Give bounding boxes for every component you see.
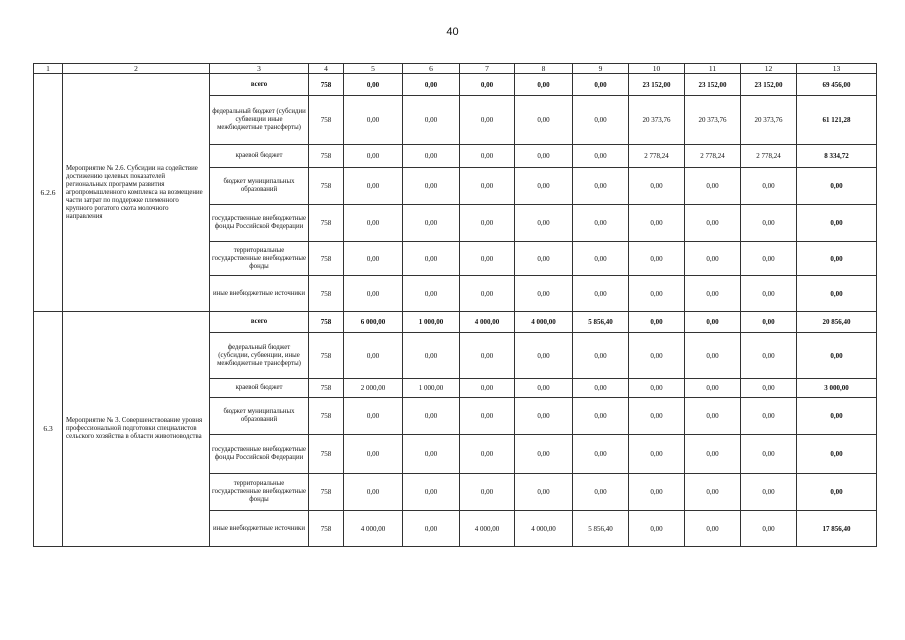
column-header: 1 — [34, 64, 63, 74]
grbs-code: 758 — [309, 435, 344, 474]
year-value: 0,00 — [685, 168, 741, 205]
page-number: 40 — [446, 26, 459, 38]
grbs-code: 758 — [309, 168, 344, 205]
year-value: 0,00 — [344, 276, 403, 312]
year-value: 0,00 — [344, 205, 403, 242]
year-value: 0,00 — [515, 205, 573, 242]
year-value: 0,00 — [515, 435, 573, 474]
table-body — [34, 64, 877, 547]
row-total: 0,00 — [797, 276, 877, 312]
year-value: 0,00 — [629, 242, 685, 276]
year-value: 0,00 — [573, 145, 629, 168]
year-value: 0,00 — [344, 74, 403, 96]
year-value: 0,00 — [460, 242, 515, 276]
row-total: 61 121,28 — [797, 96, 877, 145]
year-value: 20 373,76 — [741, 96, 797, 145]
year-value: 0,00 — [685, 511, 741, 547]
year-value: 4 000,00 — [460, 312, 515, 333]
year-value: 0,00 — [573, 276, 629, 312]
year-value: 0,00 — [685, 276, 741, 312]
grbs-code: 758 — [309, 333, 344, 379]
year-value: 0,00 — [460, 398, 515, 435]
year-value: 0,00 — [515, 398, 573, 435]
funding-source: федеральный бюджет (субсидии субвенции иные межбюджетные трансферты) — [210, 96, 309, 145]
funding-source: иные внебюджетные источники — [210, 276, 309, 312]
year-value: 0,00 — [515, 379, 573, 398]
year-value: 0,00 — [685, 435, 741, 474]
header-row — [34, 64, 877, 74]
year-value: 0,00 — [741, 312, 797, 333]
year-value: 0,00 — [515, 74, 573, 96]
year-value: 0,00 — [573, 435, 629, 474]
row-total: 17 856,40 — [797, 511, 877, 547]
year-value: 0,00 — [629, 312, 685, 333]
year-value: 0,00 — [741, 379, 797, 398]
grbs-code: 758 — [309, 474, 344, 511]
year-value: 0,00 — [460, 276, 515, 312]
funding-source: государственные внебюджетные фонды Российской Федерации — [210, 205, 309, 242]
funding-source: федеральный бюджет (субсидии, субвенции, иные межбюджетные трансферты) — [210, 333, 309, 379]
year-value: 0,00 — [460, 145, 515, 168]
row-total: 3 000,00 — [797, 379, 877, 398]
column-header: 10 — [629, 64, 685, 74]
year-value: 2 778,24 — [629, 145, 685, 168]
funding-source: бюджет муниципальных образований — [210, 398, 309, 435]
grbs-code: 758 — [309, 145, 344, 168]
column-header: 3 — [210, 64, 309, 74]
grbs-code: 758 — [309, 398, 344, 435]
year-value: 0,00 — [741, 398, 797, 435]
year-value: 0,00 — [629, 511, 685, 547]
year-value: 0,00 — [344, 96, 403, 145]
year-value: 0,00 — [685, 379, 741, 398]
year-value: 2 000,00 — [344, 379, 403, 398]
measure-code: 6.3 — [34, 312, 63, 547]
year-value: 0,00 — [515, 333, 573, 379]
column-header: 4 — [309, 64, 344, 74]
year-value: 0,00 — [403, 511, 460, 547]
year-value: 0,00 — [344, 145, 403, 168]
year-value: 2 778,24 — [685, 145, 741, 168]
column-header: 2 — [63, 64, 210, 74]
year-value: 0,00 — [515, 96, 573, 145]
year-value: 0,00 — [685, 398, 741, 435]
grbs-code: 758 — [309, 242, 344, 276]
year-value: 0,00 — [460, 333, 515, 379]
year-value: 4 000,00 — [344, 511, 403, 547]
year-value: 0,00 — [515, 168, 573, 205]
grbs-code: 758 — [309, 511, 344, 547]
year-value: 0,00 — [573, 333, 629, 379]
row-total: 69 456,00 — [797, 74, 877, 96]
year-value: 0,00 — [573, 205, 629, 242]
year-value: 0,00 — [515, 242, 573, 276]
year-value: 0,00 — [573, 168, 629, 205]
funding-source: краевой бюджет — [210, 379, 309, 398]
year-value: 0,00 — [403, 242, 460, 276]
funding-source: всего — [210, 74, 309, 96]
year-value: 0,00 — [741, 435, 797, 474]
year-value: 0,00 — [629, 333, 685, 379]
row-total: 0,00 — [797, 333, 877, 379]
table-row — [34, 312, 877, 333]
measure-name: Мероприятие № 2.6. Субсидии на содействие достижению целевых показателей региональных программ развития агропромышленного комплекса на возмещение части затрат по поддержке племенного крупного рогатого скота молочного направления — [63, 74, 210, 312]
year-value: 4 000,00 — [460, 511, 515, 547]
year-value: 0,00 — [685, 333, 741, 379]
column-header: 9 — [573, 64, 629, 74]
year-value: 0,00 — [741, 242, 797, 276]
grbs-code: 758 — [309, 379, 344, 398]
year-value: 0,00 — [344, 333, 403, 379]
year-value: 0,00 — [403, 474, 460, 511]
year-value: 5 856,40 — [573, 511, 629, 547]
grbs-code: 758 — [309, 276, 344, 312]
year-value: 0,00 — [344, 242, 403, 276]
column-header: 5 — [344, 64, 403, 74]
year-value: 0,00 — [460, 205, 515, 242]
year-value: 0,00 — [741, 511, 797, 547]
year-value: 0,00 — [403, 96, 460, 145]
year-value: 0,00 — [460, 474, 515, 511]
year-value: 0,00 — [515, 145, 573, 168]
year-value: 4 000,00 — [515, 511, 573, 547]
column-header: 11 — [685, 64, 741, 74]
measure-name: Мероприятие № 3. Совершенствование уровня профессиональной подготовки специалистов сельского хозяйства в области животноводства — [63, 312, 210, 547]
year-value: 0,00 — [685, 474, 741, 511]
year-value: 0,00 — [515, 474, 573, 511]
year-value: 0,00 — [573, 242, 629, 276]
year-value: 0,00 — [344, 398, 403, 435]
year-value: 0,00 — [741, 168, 797, 205]
year-value: 0,00 — [629, 398, 685, 435]
year-value: 0,00 — [573, 474, 629, 511]
measure-code: 6.2.6 — [34, 74, 63, 312]
row-total: 0,00 — [797, 168, 877, 205]
row-total: 20 856,40 — [797, 312, 877, 333]
year-value: 0,00 — [685, 312, 741, 333]
row-total: 0,00 — [797, 435, 877, 474]
year-value: 1 000,00 — [403, 312, 460, 333]
year-value: 0,00 — [403, 435, 460, 474]
year-value: 20 373,76 — [629, 96, 685, 145]
year-value: 0,00 — [403, 205, 460, 242]
funding-source: краевой бюджет — [210, 145, 309, 168]
funding-source: иные внебюджетные источники — [210, 511, 309, 547]
year-value: 20 373,76 — [685, 96, 741, 145]
year-value: 23 152,00 — [629, 74, 685, 96]
year-value: 0,00 — [403, 168, 460, 205]
column-header: 12 — [741, 64, 797, 74]
row-total: 0,00 — [797, 205, 877, 242]
column-header: 7 — [460, 64, 515, 74]
year-value: 0,00 — [403, 74, 460, 96]
year-value: 0,00 — [629, 435, 685, 474]
column-header: 8 — [515, 64, 573, 74]
row-total: 0,00 — [797, 398, 877, 435]
column-header: 13 — [797, 64, 877, 74]
year-value: 0,00 — [344, 474, 403, 511]
year-value: 1 000,00 — [403, 379, 460, 398]
year-value: 0,00 — [403, 145, 460, 168]
year-value: 0,00 — [460, 96, 515, 145]
year-value: 0,00 — [573, 96, 629, 145]
year-value: 0,00 — [741, 205, 797, 242]
year-value: 0,00 — [460, 379, 515, 398]
year-value: 0,00 — [741, 333, 797, 379]
year-value: 0,00 — [573, 74, 629, 96]
year-value: 0,00 — [403, 398, 460, 435]
grbs-code: 758 — [309, 205, 344, 242]
year-value: 0,00 — [460, 74, 515, 96]
year-value: 6 000,00 — [344, 312, 403, 333]
year-value: 0,00 — [344, 168, 403, 205]
funding-source: бюджет муниципальных образований — [210, 168, 309, 205]
year-value: 0,00 — [573, 398, 629, 435]
year-value: 0,00 — [629, 379, 685, 398]
year-value: 23 152,00 — [741, 74, 797, 96]
column-header: 6 — [403, 64, 460, 74]
year-value: 0,00 — [629, 168, 685, 205]
year-value: 0,00 — [403, 276, 460, 312]
row-total: 0,00 — [797, 474, 877, 511]
year-value: 0,00 — [629, 474, 685, 511]
funding-source: государственные внебюджетные фонды Российской Федерации — [210, 435, 309, 474]
year-value: 0,00 — [515, 276, 573, 312]
funding-source: территориальные государственные внебюджетные фонды — [210, 474, 309, 511]
year-value: 0,00 — [403, 333, 460, 379]
year-value: 0,00 — [741, 474, 797, 511]
year-value: 0,00 — [629, 276, 685, 312]
year-value: 23 152,00 — [685, 74, 741, 96]
year-value: 0,00 — [629, 205, 685, 242]
row-total: 0,00 — [797, 242, 877, 276]
year-value: 2 778,24 — [741, 145, 797, 168]
year-value: 0,00 — [685, 242, 741, 276]
year-value: 0,00 — [741, 276, 797, 312]
grbs-code: 758 — [309, 74, 344, 96]
year-value: 0,00 — [460, 435, 515, 474]
year-value: 5 856,40 — [573, 312, 629, 333]
year-value: 4 000,00 — [515, 312, 573, 333]
table-row — [34, 74, 877, 96]
grbs-code: 758 — [309, 96, 344, 145]
funding-table — [33, 63, 877, 547]
funding-source: всего — [210, 312, 309, 333]
year-value: 0,00 — [460, 168, 515, 205]
row-total: 8 334,72 — [797, 145, 877, 168]
funding-source: территориальные государственные внебюджетные фонды — [210, 242, 309, 276]
year-value: 0,00 — [685, 205, 741, 242]
grbs-code: 758 — [309, 312, 344, 333]
year-value: 0,00 — [573, 379, 629, 398]
year-value: 0,00 — [344, 435, 403, 474]
